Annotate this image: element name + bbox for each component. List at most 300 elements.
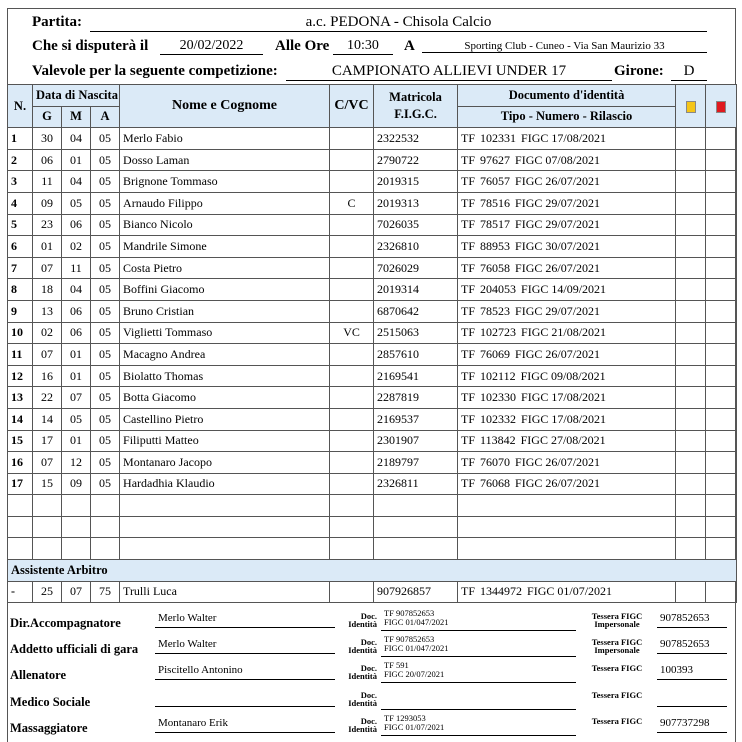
assistant-section-row [8, 560, 737, 582]
doc-docnum: 102330 [480, 390, 517, 405]
staff-tessera-label: Tessera FIGC [591, 716, 643, 726]
doc-ril: FIGC 26/07/2021 [515, 454, 601, 469]
player-name: Dosso Laman [120, 149, 330, 171]
birth-year: 05 [91, 171, 120, 193]
time-label: Alle Ore [275, 38, 330, 54]
player-row [8, 214, 737, 236]
staff-doc-line: TF 591 [384, 660, 409, 670]
id-document [458, 581, 676, 603]
red-card-cell [706, 257, 737, 279]
staff-section [7, 603, 736, 742]
id-document [458, 149, 676, 171]
birth-year: 05 [91, 452, 120, 474]
birth-day: 13 [33, 300, 62, 322]
player-row [8, 387, 737, 409]
captain-flag [330, 387, 374, 409]
player-row [8, 344, 737, 366]
doc-doc: TF [461, 303, 476, 318]
empty-cell [706, 516, 737, 538]
captain-flag [330, 452, 374, 474]
doc-doc: TF [461, 174, 476, 189]
figc-matricola: 2189797 [374, 452, 458, 474]
col-a: A [91, 106, 120, 128]
staff-doc-label: Doc. Identità [348, 690, 377, 708]
birth-year: 05 [91, 149, 120, 171]
id-document [458, 387, 676, 409]
player-name: Montanaro Jacopo [120, 452, 330, 474]
staff-row [7, 711, 736, 737]
assistant-name: Trulli Luca [120, 581, 330, 603]
figc-matricola: 7026029 [374, 257, 458, 279]
player-number: 14 [8, 408, 33, 430]
doc-ril: FIGC 01/07/2021 [527, 584, 613, 599]
birth-day: 07 [33, 452, 62, 474]
doc-doc: TF [461, 152, 476, 167]
empty-cell [676, 538, 706, 560]
birth-month: 06 [62, 214, 91, 236]
player-row [8, 473, 737, 495]
player-number: 17 [8, 473, 33, 495]
partita-value: a.c. PEDONA - Chisola Calcio [90, 14, 707, 32]
birth-day: 22 [33, 387, 62, 409]
staff-tessera-label: Tessera FIGC Impersonale [591, 611, 643, 629]
red-card-cell [706, 452, 737, 474]
empty-cell [8, 516, 33, 538]
player-number: 6 [8, 236, 33, 258]
player-number: 4 [8, 192, 33, 214]
empty-cell [91, 538, 120, 560]
birth-month: 05 [62, 408, 91, 430]
empty-cell [374, 495, 458, 517]
doc-ril: FIGC 26/07/2021 [515, 260, 601, 275]
captain-flag [330, 408, 374, 430]
birth-month: 06 [62, 300, 91, 322]
player-row [8, 192, 737, 214]
birth-day: 15 [33, 473, 62, 495]
id-document [458, 322, 676, 344]
figc-matricola: 2019313 [374, 192, 458, 214]
birth-day: 07 [33, 257, 62, 279]
birth-month: 01 [62, 149, 91, 171]
birth-month: 05 [62, 192, 91, 214]
empty-cell [62, 495, 91, 517]
player-name: Filiputti Matteo [120, 430, 330, 452]
birth-month: 01 [62, 430, 91, 452]
red-card-col [706, 85, 737, 128]
yellow-card-cell [676, 322, 706, 344]
yellow-card-cell [676, 236, 706, 258]
yellow-card-cell [676, 149, 706, 171]
player-row [8, 300, 737, 322]
player-name: Castellino Pietro [120, 408, 330, 430]
birth-day: 06 [33, 149, 62, 171]
player-row [8, 257, 737, 279]
birth-year: 05 [91, 408, 120, 430]
staff-name: Merlo Walter [155, 612, 335, 628]
doc-ril: FIGC 26/07/2021 [515, 346, 601, 361]
yellow-card-cell [676, 581, 706, 603]
captain-flag [330, 214, 374, 236]
captain-flag [330, 300, 374, 322]
empty-cell [120, 516, 330, 538]
player-name: Bianco Nicolo [120, 214, 330, 236]
figc-matricola: 7026035 [374, 214, 458, 236]
staff-tessera: 907852653 [657, 638, 727, 654]
staff-doc-line: FIGC 01/047/2021 [384, 643, 449, 653]
id-document [458, 236, 676, 258]
staff-doc [381, 688, 576, 710]
yellow-card-col [676, 85, 706, 128]
empty-cell [33, 516, 62, 538]
doc-docnum: 102332 [480, 411, 517, 426]
player-row [8, 149, 737, 171]
figc-matricola: 2287819 [374, 387, 458, 409]
birth-year: 05 [91, 214, 120, 236]
staff-row [7, 685, 736, 711]
captain-flag [330, 257, 374, 279]
birth-year: 05 [91, 128, 120, 150]
player-number: 3 [8, 171, 33, 193]
doc-doc: TF [461, 476, 476, 491]
captain-flag [330, 430, 374, 452]
birth-year: 05 [91, 279, 120, 301]
doc-docnum: 113842 [480, 433, 516, 448]
col-n: N. [8, 85, 33, 128]
id-document [458, 452, 676, 474]
yellow-card-cell [676, 192, 706, 214]
player-row [8, 236, 737, 258]
col-birthdate: Data di Nascita [33, 85, 120, 107]
staff-doc [381, 635, 576, 657]
empty-cell [706, 495, 737, 517]
birth-day: 09 [33, 192, 62, 214]
player-name: Brignone Tommaso [120, 171, 330, 193]
doc-ril: FIGC 17/08/2021 [521, 411, 607, 426]
figc-matricola: 2322532 [374, 128, 458, 150]
staff-tessera: 907737298 [657, 717, 727, 733]
player-number: 12 [8, 365, 33, 387]
empty-cell [676, 516, 706, 538]
player-number: 11 [8, 344, 33, 366]
birth-year: 05 [91, 192, 120, 214]
col-documento: Documento d'identità [458, 85, 676, 107]
figc-matricola: 6870642 [374, 300, 458, 322]
staff-doc [381, 661, 576, 683]
staff-doc-line: TF 907852653 [384, 634, 435, 644]
yellow-card-cell [676, 128, 706, 150]
player-row [8, 452, 737, 474]
staff-role: Medico Sociale [10, 695, 91, 709]
birth-year: 75 [91, 581, 120, 603]
figc-matricola: 2019315 [374, 171, 458, 193]
staff-doc-line: FIGC 01/07/2021 [384, 722, 445, 732]
staff-doc-line: TF 1293053 [384, 713, 426, 723]
empty-cell [374, 516, 458, 538]
col-cvc: C/VC [330, 85, 374, 128]
assistant-number: - [8, 581, 33, 603]
empty-cell [458, 495, 676, 517]
staff-doc-label: Doc. Identità [348, 611, 377, 629]
empty-cell [33, 538, 62, 560]
doc-ril: FIGC 30/07/2021 [515, 238, 601, 253]
empty-cell [330, 495, 374, 517]
yellow-card-cell [676, 387, 706, 409]
player-number: 9 [8, 300, 33, 322]
birth-month: 07 [62, 581, 91, 603]
assistant-section-title: Assistente Arbitro [8, 560, 737, 582]
player-row [8, 171, 737, 193]
doc-docnum: 76058 [480, 260, 511, 275]
captain-flag [330, 236, 374, 258]
empty-cell [8, 495, 33, 517]
captain-flag [330, 128, 374, 150]
girone-label: Girone: [614, 63, 664, 79]
staff-tessera: 907852653 [657, 612, 727, 628]
captain-flag [330, 149, 374, 171]
doc-ril: FIGC 07/08/2021 [515, 152, 601, 167]
empty-cell [8, 538, 33, 560]
id-document [458, 192, 676, 214]
doc-ril: FIGC 17/08/2021 [521, 390, 607, 405]
red-card-cell [706, 387, 737, 409]
competition-label: Valevole per la seguente competizione: [32, 63, 278, 79]
staff-name [155, 691, 335, 707]
col-name: Nome e Cognome [120, 85, 330, 128]
doc-ril: FIGC 29/07/2021 [515, 217, 601, 232]
player-number: 5 [8, 214, 33, 236]
red-card-icon [716, 101, 726, 113]
empty-cell [120, 495, 330, 517]
birth-year: 05 [91, 473, 120, 495]
doc-doc: TF [461, 325, 476, 340]
captain-flag [330, 344, 374, 366]
birth-day: 23 [33, 214, 62, 236]
doc-docnum: 204053 [480, 282, 517, 297]
doc-doc: TF [461, 433, 476, 448]
player-name: Macagno Andrea [120, 344, 330, 366]
staff-doc-line: FIGC 01/047/2021 [384, 617, 449, 627]
birth-year: 05 [91, 365, 120, 387]
player-name: Botta Giacomo [120, 387, 330, 409]
empty-cell [120, 538, 330, 560]
doc-docnum: 76069 [480, 346, 511, 361]
player-row [8, 128, 737, 150]
yellow-card-cell [676, 344, 706, 366]
birth-month: 11 [62, 257, 91, 279]
staff-tessera-label: Tessera FIGC [591, 690, 643, 700]
empty-cell [458, 516, 676, 538]
player-row [8, 279, 737, 301]
player-name: Arnaudo Filippo [120, 192, 330, 214]
doc-doc: TF [461, 454, 476, 469]
col-tipo: Tipo - Numero - Rilascio [458, 106, 676, 128]
doc-doc: TF [461, 217, 476, 232]
id-document [458, 279, 676, 301]
red-card-cell [706, 171, 737, 193]
player-row [8, 365, 737, 387]
yellow-card-cell [676, 257, 706, 279]
doc-ril: FIGC 21/08/2021 [521, 325, 607, 340]
empty-cell [676, 495, 706, 517]
birth-month: 01 [62, 365, 91, 387]
yellow-card-cell [676, 473, 706, 495]
staff-name: Montanaro Erik [155, 717, 335, 733]
figc-matricola: 2857610 [374, 344, 458, 366]
id-document [458, 171, 676, 193]
birth-year: 05 [91, 236, 120, 258]
red-card-cell [706, 430, 737, 452]
red-card-cell [706, 149, 737, 171]
staff-tessera [657, 691, 727, 707]
staff-doc-line: FIGC 20/07/2021 [384, 669, 445, 679]
figc-matricola: 2326810 [374, 236, 458, 258]
captain-flag: VC [330, 322, 374, 344]
empty-cell [91, 516, 120, 538]
doc-doc: TF [461, 411, 476, 426]
player-name: Biolatto Thomas [120, 365, 330, 387]
player-name: Hardadhia Klaudio [120, 473, 330, 495]
staff-role: Massaggiatore [10, 721, 88, 735]
col-g: G [33, 106, 62, 128]
doc-ril: FIGC 29/07/2021 [515, 195, 601, 210]
birth-month: 07 [62, 387, 91, 409]
red-card-cell [706, 322, 737, 344]
birth-day: 07 [33, 344, 62, 366]
staff-doc [381, 609, 576, 631]
place-value: Sporting Club - Cuneo - Via San Maurizio 33 [422, 40, 707, 53]
birth-month: 01 [62, 344, 91, 366]
empty-row [8, 516, 737, 538]
players-table [7, 84, 737, 603]
doc-doc: TF [461, 390, 476, 405]
empty-cell [330, 538, 374, 560]
doc-docnum: 88953 [480, 238, 511, 253]
birth-year: 05 [91, 387, 120, 409]
player-name: Mandrile Simone [120, 236, 330, 258]
doc-docnum: 76057 [480, 174, 511, 189]
birth-month: 04 [62, 128, 91, 150]
doc-doc: TF [461, 238, 476, 253]
id-document [458, 300, 676, 322]
red-card-cell [706, 128, 737, 150]
partita-label: Partita: [32, 14, 82, 30]
birth-month: 04 [62, 171, 91, 193]
doc-docnum: 102331 [480, 130, 517, 145]
birth-day: 16 [33, 365, 62, 387]
red-card-cell [706, 236, 737, 258]
captain-flag [330, 581, 374, 603]
empty-cell [33, 495, 62, 517]
figc-matricola: 2169537 [374, 408, 458, 430]
empty-row [8, 538, 737, 560]
staff-name: Piscitello Antonino [155, 664, 335, 680]
yellow-card-icon [686, 101, 696, 113]
figc-matricola: 2169541 [374, 365, 458, 387]
yellow-card-cell [676, 452, 706, 474]
player-row [8, 322, 737, 344]
captain-flag [330, 171, 374, 193]
birth-month: 02 [62, 236, 91, 258]
col-m: M [62, 106, 91, 128]
player-name: Costa Pietro [120, 257, 330, 279]
yellow-card-cell [676, 300, 706, 322]
birth-year: 05 [91, 430, 120, 452]
time-value: 10:30 [333, 38, 393, 55]
doc-docnum: 102112 [480, 368, 516, 383]
doc-ril: FIGC 26/07/2021 [515, 476, 601, 491]
figc-matricola: 2326811 [374, 473, 458, 495]
staff-role: Addetto ufficiali di gara [10, 642, 139, 656]
birth-month: 09 [62, 473, 91, 495]
red-card-cell [706, 473, 737, 495]
empty-cell [62, 516, 91, 538]
birth-year: 05 [91, 257, 120, 279]
red-card-cell [706, 581, 737, 603]
staff-tessera-label: Tessera FIGC [591, 663, 643, 673]
id-document [458, 430, 676, 452]
empty-cell [330, 516, 374, 538]
captain-flag [330, 365, 374, 387]
birth-month: 12 [62, 452, 91, 474]
figc-matricola: 2019314 [374, 279, 458, 301]
birth-day: 30 [33, 128, 62, 150]
figc-matricola: 2790722 [374, 149, 458, 171]
staff-doc-label: Doc. Identità [348, 637, 377, 655]
col-matricola: Matricola F.I.G.C. [374, 85, 458, 128]
id-document [458, 473, 676, 495]
birth-month: 04 [62, 279, 91, 301]
date-label: Che si disputerà il [32, 38, 149, 54]
yellow-card-cell [676, 430, 706, 452]
doc-docnum: 76070 [480, 454, 511, 469]
birth-month: 06 [62, 322, 91, 344]
player-name: Boffini Giacomo [120, 279, 330, 301]
birth-year: 05 [91, 322, 120, 344]
staff-doc-line: TF 907852653 [384, 608, 435, 618]
player-row [8, 430, 737, 452]
yellow-card-cell [676, 365, 706, 387]
doc-doc: TF [461, 260, 476, 275]
doc-docnum: 78516 [480, 195, 511, 210]
empty-cell [374, 538, 458, 560]
player-number: 15 [8, 430, 33, 452]
red-card-cell [706, 300, 737, 322]
doc-ril: FIGC 27/08/2021 [520, 433, 606, 448]
birth-year: 05 [91, 300, 120, 322]
captain-flag [330, 473, 374, 495]
staff-tessera: 100393 [657, 664, 727, 680]
player-number: 8 [8, 279, 33, 301]
empty-row [8, 495, 737, 517]
birth-day: 11 [33, 171, 62, 193]
red-card-cell [706, 192, 737, 214]
player-row [8, 408, 737, 430]
staff-row [7, 658, 736, 684]
doc-docnum: 78523 [480, 303, 511, 318]
birth-day: 25 [33, 581, 62, 603]
red-card-cell [706, 408, 737, 430]
figc-matricola: 2515063 [374, 322, 458, 344]
doc-ril: FIGC 17/08/2021 [521, 130, 607, 145]
empty-cell [458, 538, 676, 560]
doc-ril: FIGC 14/09/2021 [521, 282, 607, 297]
red-card-cell [706, 279, 737, 301]
yellow-card-cell [676, 279, 706, 301]
player-number: 10 [8, 322, 33, 344]
id-document [458, 257, 676, 279]
birth-day: 17 [33, 430, 62, 452]
staff-row [7, 606, 736, 632]
